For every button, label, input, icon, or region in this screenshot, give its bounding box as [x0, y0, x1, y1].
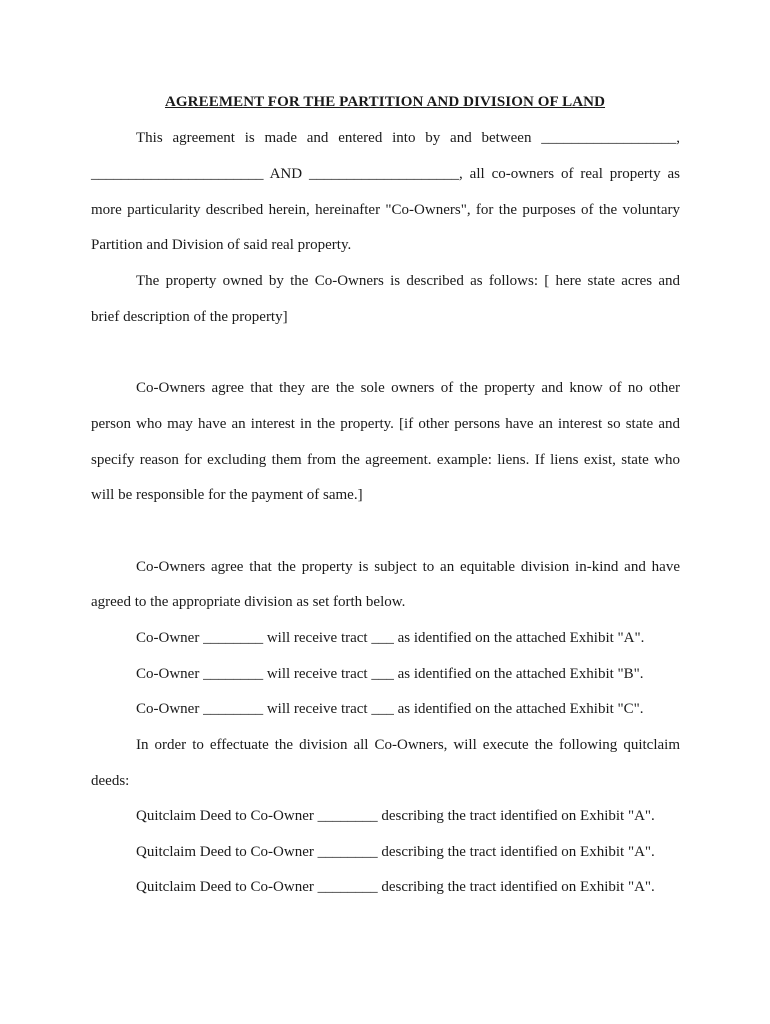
page-title: AGREEMENT FOR THE PARTITION AND DIVISION OF LAND [164, 94, 606, 110]
paragraph-line: will be responsible for the payment of same.] [91, 487, 363, 503]
list-item: Quitclaim Deed to Co-Owner ________ describing the tract identified on Exhibit "A". [136, 844, 655, 860]
paragraph-line: Co-Owners agree that the property is subject to an equitable division in-kind and have [136, 559, 680, 575]
paragraph-line: _______________________ AND ____________________, all co-owners of real property as [91, 166, 680, 182]
list-item: Co-Owner ________ will receive tract ___ as identified on the attached Exhibit "C". [136, 701, 644, 717]
paragraph-line: deeds: [91, 773, 130, 789]
paragraph-line: The property owned by the Co-Owners is described as follows: [ here state acres and [136, 273, 680, 289]
list-item: Quitclaim Deed to Co-Owner ________ describing the tract identified on Exhibit "A". [136, 879, 655, 895]
paragraph-line: Partition and Division of said real property. [91, 237, 352, 253]
paragraph-line: brief description of the property] [91, 309, 288, 325]
list-item: Co-Owner ________ will receive tract ___ as identified on the attached Exhibit "A". [136, 630, 645, 646]
paragraph-line: more particularity described herein, hereinafter "Co-Owners", for the purposes of the voluntary [91, 202, 680, 218]
list-item: Co-Owner ________ will receive tract ___ as identified on the attached Exhibit "B". [136, 666, 644, 682]
paragraph-line: person who may have an interest in the property. [if other persons have an interest so state and [91, 416, 680, 432]
paragraph-line: In order to effectuate the division all Co-Owners, will execute the following quitclaim [136, 737, 680, 753]
paragraph-line: Co-Owners agree that they are the sole owners of the property and know of no other [136, 380, 680, 396]
list-item: Quitclaim Deed to Co-Owner ________ describing the tract identified on Exhibit "A". [136, 808, 655, 824]
paragraph-line: agreed to the appropriate division as set forth below. [91, 594, 406, 610]
paragraph-line: This agreement is made and entered into by and between __________________, [136, 130, 680, 146]
paragraph-line: specify reason for excluding them from the agreement. example: liens. If liens exist, state who [91, 452, 680, 468]
